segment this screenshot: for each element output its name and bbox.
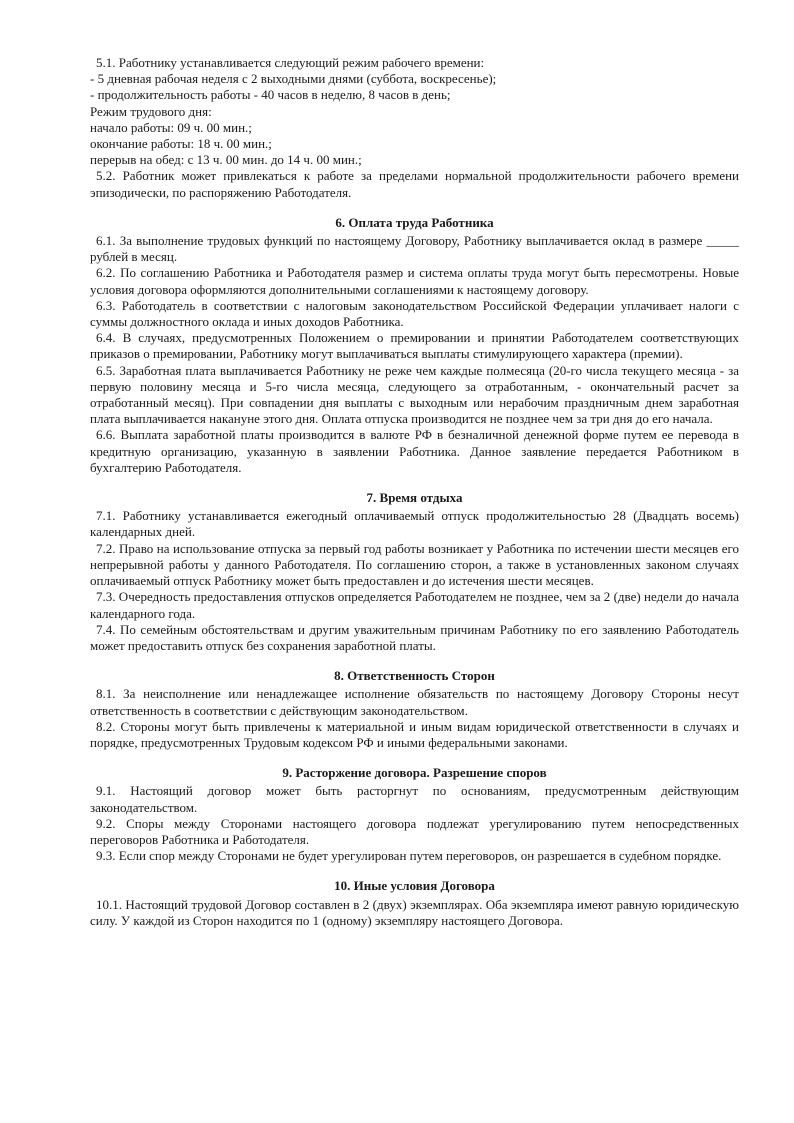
section-heading: 6. Оплата труда Работника (335, 214, 494, 230)
clause-5-2: 5.2. Работник может привлекаться к работе за пределами нормальной продолжительности рабочего времени эпизодически, по распоряжению Работодателя. (90, 168, 739, 200)
clause-8-1: 8.1. За неисполнение или ненадлежащее исполнение обязательств по настоящему Договору Стороны несут ответственность в соответствии с действующим законодательством. (90, 686, 739, 718)
section-8 (90, 668, 739, 751)
list-item: окончание работы: 18 ч. 00 мин.; (90, 136, 272, 152)
clause-6-6: 6.6. Выплата заработной платы производится в валюте РФ в безналичной денежной форме путем ее перевода в кредитную организацию, указанную в заявлении Работника. Данное заявление передается Работником в бухгалтерию Работодателя. (90, 427, 739, 475)
clause-5-1: 5.1. Работнику устанавливается следующий режим рабочего времени: (96, 55, 485, 70)
clause-6-1: 6.1. За выполнение трудовых функций по настоящему Договору, Работнику выплачивается оклад в размере _____ рублей в месяц. (90, 233, 739, 265)
clause-6-3: 6.3. Работодатель в соответствии с налоговым законодательством Российской Федерации уплачивает налоги с суммы должностного оклада и иных доходов Работника. (90, 297, 739, 330)
section-10 (90, 878, 739, 929)
clause-7-1: 7.1. Работнику устанавливается ежегодный оплачиваемый отпуск продолжительностью 28 (Двадцать восемь) календарных дней. (90, 508, 739, 540)
clause-6-5: 6.5. Заработная плата выплачивается Работнику не реже чем каждые полмесяца (20-го числа текущего месяца - за первую половину месяца и 5-го числа месяца, следующего за отработанным, - окончательный расчет за отработанный месяц). При совпадении дня выплаты с выходным или нерабочим праздничным днем заработная плата выплачивается накануне этого дня. Оплата отпуска производится не позднее чем за три дня до его начала. (90, 362, 739, 427)
list-item: - продолжительность работы - 40 часов в неделю, 8 часов в день; (90, 87, 451, 103)
section-7 (90, 490, 739, 654)
clause-10-1: 10.1. Настоящий трудовой Договор составлен в 2 (двух) экземплярах. Оба экземпляра имеют равную юридическую силу. У каждой из Сторон находится по 1 (одному) экземпляру настоящего Договора. (90, 896, 739, 928)
section-heading: 7. Время отдыха (366, 490, 463, 506)
section-heading: 10. Иные условия Договора (334, 878, 495, 894)
section-heading: 8. Ответственность Сторон (334, 668, 495, 684)
list-item: начало работы: 09 ч. 00 мин.; (90, 119, 252, 135)
clause-9-3: 9.3. Если спор между Сторонами не будет урегулирован путем переговоров, он разрешается в судебном порядке. (96, 848, 722, 864)
clause-7-2: 7.2. Право на использование отпуска за первый год работы возникает у Работника по истечении шести месяцев его непрерывной работы у данного Работодателя. По соглашению сторон, а также в установленных законом случаях оплачиваемый отпуск Работнику может быть предоставлен и до истечения шести месяцев. (90, 540, 739, 589)
section-6 (90, 215, 739, 476)
clause-8-2: 8.2. Стороны могут быть привлечены к материальной и иным видам юридической ответственности в случаях и порядке, предусмотренных Трудовым кодексом РФ и иными федеральными законами. (90, 718, 739, 750)
section-5 (90, 55, 739, 201)
clause-9-2: 9.2. Споры между Сторонами настоящего договора подлежат урегулированию путем непосредственных переговоров Работника и Работодателя. (90, 815, 739, 847)
clause-6-2: 6.2. По соглашению Работника и Работодателя размер и система оплаты труда могут быть пересмотрены. Новые условия договора оформляются дополнительными соглашениями к настоящему договору. (90, 265, 739, 297)
list-item: Режим трудового дня: (90, 103, 212, 119)
section-9 (90, 765, 739, 864)
clause-6-4: 6.4. В случаях, предусмотренных Положением о премировании и принятии Работодателем соответствующих приказов о премировании, Работнику могут выплачиваться выплаты стимулирующего характера (премии). (90, 330, 739, 362)
clause-7-4: 7.4. По семейным обстоятельствам и другим уважительным причинам Работнику по его заявлению Работодатель может предоставить отпуск без сохранения заработной платы. (90, 621, 739, 653)
clause-9-1: 9.1. Настоящий договор может быть расторгнут по основаниям, предусмотренным действующим законодательством. (90, 783, 739, 815)
list-item: - 5 дневная рабочая неделя с 2 выходными днями (суббота, воскресенье); (90, 71, 497, 87)
section-heading: 9. Расторжение договора. Разрешение споров (282, 765, 547, 781)
clause-7-3: 7.3. Очередность предоставления отпусков определяется Работодателем не позднее, чем за 2 (две) недели до начала календарного года. (90, 589, 739, 621)
list-item: перерыв на обед: с 13 ч. 00 мин. до 14 ч. 00 мин.; (90, 152, 362, 168)
